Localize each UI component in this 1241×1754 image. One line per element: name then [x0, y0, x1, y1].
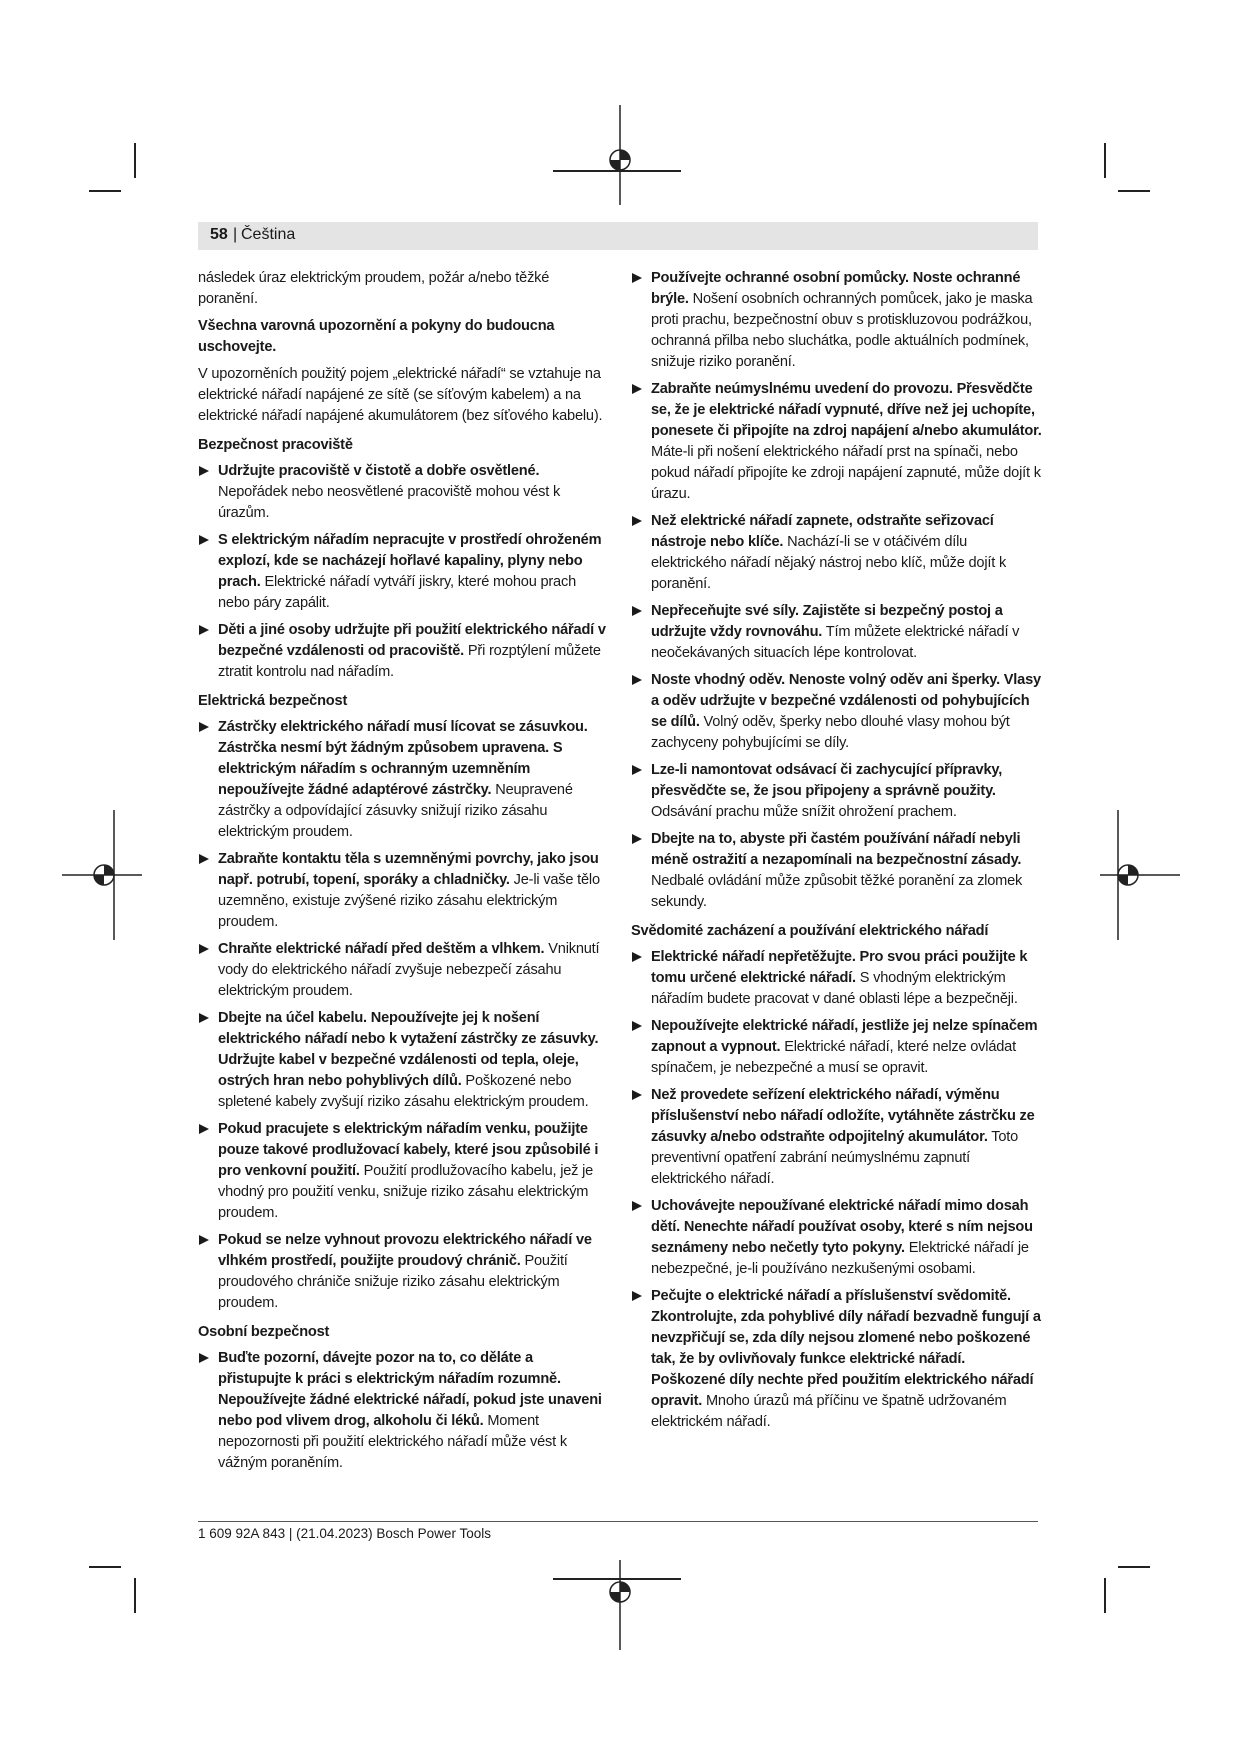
- list-item: [198, 1348, 606, 1474]
- section-heading: Bezpečnost pracoviště: [198, 437, 353, 453]
- item-text: Použití proudového chrániče snižuje riziko zásahu elektrickým proudem.: [218, 1253, 568, 1311]
- crop-mark: [134, 1578, 136, 1613]
- item-bold: Zabraňte kontaktu těla s uzemněnými povrchy, jako jsou např. potrubí, topení, sporáky a chladničky.: [218, 851, 599, 888]
- crop-mark: [89, 190, 121, 192]
- bullet-triangle-icon: [199, 944, 209, 954]
- list-item: [198, 530, 606, 614]
- crop-mark: [1104, 143, 1106, 178]
- item-text: Neupravené zástrčky a odpovídající zásuvky snižují riziko zásahu elektrickým proudem.: [218, 782, 573, 840]
- footer-divider: [198, 1521, 1038, 1522]
- crop-mark: [553, 1578, 681, 1580]
- list-item: [631, 1016, 1043, 1079]
- list-item: [198, 461, 606, 524]
- bullet-triangle-icon: [632, 834, 642, 844]
- bullet-triangle-icon: [632, 1090, 642, 1100]
- item-bold: Pokud pracujete s elektrickým nářadím venku, použijte pouze takové prodlužovací kabely, které jsou způsobilé i pro venkovní použití.: [218, 1121, 599, 1179]
- item-text: Nepořádek nebo neosvětlené pracoviště mohou vést k úrazům.: [218, 484, 561, 521]
- bullet-triangle-icon: [632, 952, 642, 962]
- bullet-triangle-icon: [199, 625, 209, 635]
- registration-mark-icon: [62, 810, 142, 940]
- bullet-triangle-icon: [632, 765, 642, 775]
- list-item: [198, 1230, 606, 1314]
- list-item: [631, 947, 1043, 1010]
- item-text: Při rozptýlení můžete ztratit kontrolu nad nářadím.: [218, 643, 601, 680]
- item-bold: Než provedete seřízení elektrického nářadí, výměnu příslušenství nebo nářadí odložíte, vytáhněte zástrčku ze zásuvky a/nebo odstraňte odpojitelný akumulátor.: [651, 1087, 1035, 1145]
- item-bold: Noste vhodný oděv. Nenoste volný oděv ani šperky. Vlasy a oděv udržujte v bezpečné vzdálenosti od pohybujících se dílů.: [651, 672, 1041, 730]
- item-bold: Pečujte o elektrické nářadí a příslušenství svědomitě. Zkontrolujte, zda pohyblivé díly nářadí bezvadně fungují a nevzpřičují se, zda díly nejsou zlomené nebo poškozené tak, že by ovlivňovaly funkce elektrické nářadí. Poškozené díly nechte před použitím elektrického nářadí opravit.: [651, 1288, 1041, 1409]
- item-text: Použití prodlužovacího kabelu, jež je vhodný pro použití venku, snižuje riziko zásahu elektrickým proudem.: [218, 1163, 594, 1221]
- item-bold: Buďte pozorní, dávejte pozor na to, co děláte a přistupujte k práci s elektrickým nářadím rozumně. Nepoužívejte žádné elektrické nářadí, pokud jste unaveni nebo pod vlivem drog, alkoholu či léků.: [218, 1350, 602, 1429]
- item-bold: Zabraňte neúmyslnému uvedení do provozu. Přesvědčte se, že je elektrické nářadí vypnuté, dříve než jej uchopíte, ponesete či připojíte na zdroj napájení a/nebo akumulátor.: [651, 381, 1042, 439]
- item-bold: Dbejte na to, abyste při častém používání nářadí nebyli méně ostražití a nezapomínali na bezpečnostní zásady.: [651, 831, 1022, 868]
- bullet-triangle-icon: [199, 854, 209, 864]
- item-bold: Pokud se nelze vyhnout provozu elektrického nářadí ve vlhkém prostředí, použijte proudový chránič.: [218, 1232, 592, 1269]
- list-item: [631, 1085, 1043, 1190]
- item-text: Nošení osobních ochranných pomůcek, jako je maska proti prachu, bezpečnostní obuv s protiskluzovou podrážkou, ochranná přilba nebo sluchátka, podle aktuálních podmínek, snižuje riziko poranění.: [651, 291, 1033, 370]
- item-bold: Děti a jiné osoby udržujte při použití elektrického nářadí v bezpečné vzdálenosti od pracoviště.: [218, 622, 606, 659]
- item-bold: Používejte ochranné osobní pomůcky. Noste ochranné brýle.: [651, 270, 1021, 307]
- bullet-triangle-icon: [632, 1021, 642, 1031]
- header-bar: [198, 222, 1038, 250]
- bullet-triangle-icon: [632, 273, 642, 283]
- list-item: [631, 760, 1043, 823]
- header-language: Čeština: [241, 226, 296, 243]
- item-bold: Nepřeceňujte své síly. Zajistěte si bezpečný postoj a udržujte vždy rovnováhu.: [651, 603, 1003, 640]
- item-bold: S elektrickým nářadím nepracujte v prostředí ohroženém explozí, kde se nacházejí hořlavé kapaliny, plyny nebo prach.: [218, 532, 602, 590]
- item-bold: Udržujte pracoviště v čistotě a dobře osvětlené.: [218, 463, 540, 479]
- bullet-triangle-icon: [199, 466, 209, 476]
- list-item: [631, 670, 1043, 754]
- bullet-triangle-icon: [199, 535, 209, 545]
- item-text: Nachází-li se v otáčivém dílu elektrického nářadí nějaký nástroj nebo klíč, může dojít k poranění.: [651, 534, 1007, 592]
- list-item: [631, 511, 1043, 595]
- crop-mark: [89, 1566, 121, 1568]
- term-definition: V upozorněních použitý pojem „elektrické nářadí“ se vztahuje na elektrické nářadí napájené ze sítě (se síťovým kabelem) a na elektrické nářadí napájené akumulátorem (bez síťového kabelu).: [198, 366, 603, 424]
- item-text: Odsávání prachu může snížit ohrožení prachem.: [651, 804, 957, 820]
- bullet-triangle-icon: [199, 1353, 209, 1363]
- list-item: [198, 849, 606, 933]
- registration-mark-icon: [600, 105, 640, 205]
- section-heading: Svědomité zacházení a používání elektrického nářadí: [631, 923, 989, 939]
- item-text: Volný oděv, šperky nebo dlouhé vlasy mohou být zachyceny pohybujícími se díly.: [651, 714, 1010, 751]
- item-text: Vniknutí vody do elektrického nářadí zvyšuje nebezpečí zásahu elektrickým proudem.: [218, 941, 600, 999]
- bullet-triangle-icon: [632, 606, 642, 616]
- item-text: Elektrické nářadí vytváří jiskry, které mohou prach nebo páry zapálit.: [218, 574, 576, 611]
- item-text: Poškozené nebo spletené kabely zvyšují riziko zásahu elektrickým proudem.: [218, 1073, 589, 1110]
- item-text: Je-li vaše tělo uzemněno, existuje zvýšené riziko zásahu elektrickým proudem.: [218, 872, 600, 930]
- item-text: Moment nepozornosti při použití elektrického nářadí může vést k vážným poraněním.: [218, 1413, 567, 1471]
- keep-instructions: Všechna varovná upozornění a pokyny do budoucna uschovejte.: [198, 318, 555, 355]
- list-item: [631, 1196, 1043, 1280]
- page-number: 58: [210, 226, 228, 243]
- crop-mark: [1118, 190, 1150, 192]
- item-bold: Nepoužívejte elektrické nářadí, jestliže jej nelze spínačem zapnout a vypnout.: [651, 1018, 1038, 1055]
- item-text: Elektrické nářadí, které nelze ovládat spínačem, je nebezpečné a musí se opravit.: [651, 1039, 1016, 1076]
- item-text: S vhodným elektrickým nářadím budete pracovat v dané oblasti lépe a bezpečněji.: [651, 970, 1018, 1007]
- list-item: [198, 1119, 606, 1224]
- section-heading: Osobní bezpečnost: [198, 1324, 330, 1340]
- item-bold: Chraňte elektrické nářadí před deštěm a vlhkem.: [218, 941, 545, 957]
- bullet-triangle-icon: [199, 722, 209, 732]
- item-bold: Uchovávejte nepoužívané elektrické nářadí mimo dosah dětí. Nenechte nářadí používat osoby, které s ním nejsou seznámeny nebo nečetly tyto pokyny.: [651, 1198, 1033, 1256]
- bullet-triangle-icon: [199, 1124, 209, 1134]
- list-item: [631, 601, 1043, 664]
- left-column: [198, 268, 606, 1480]
- bullet-triangle-icon: [199, 1013, 209, 1023]
- list-item: [198, 620, 606, 683]
- item-text: Máte-li při nošení elektrického nářadí prst na spínači, nebo pokud nářadí připojíte ke zdroji napájení zapnuté, může dojít k úrazu.: [651, 444, 1041, 502]
- crop-mark: [1104, 1578, 1106, 1613]
- footer-text: 1 609 92A 843 | (21.04.2023) Bosch Power Tools: [198, 1526, 491, 1541]
- item-bold: Zástrčky elektrického nářadí musí lícovat se zásuvkou. Zástrčka nesmí být žádným způsobem upravena. S elektrickým nářadím s ochranným uzemněním nepoužívejte žádné adaptérové zástrčky.: [218, 719, 588, 798]
- registration-mark-icon: [600, 1560, 640, 1650]
- item-bold: Než elektrické nářadí zapnete, odstraňte seřizovací nástroje nebo klíče.: [651, 513, 994, 550]
- item-text: Tím můžete elektrické nářadí v neočekávaných situacích lépe kontrolovat.: [651, 624, 1020, 661]
- registration-mark-icon: [1100, 810, 1180, 940]
- bullet-triangle-icon: [632, 1291, 642, 1301]
- right-column: [631, 268, 1043, 1439]
- list-item: [631, 268, 1043, 373]
- item-text: Elektrické nářadí je nebezpečné, je-li používáno nezkušenými osobami.: [651, 1240, 1029, 1277]
- list-item: [631, 1286, 1043, 1433]
- item-text: Mnoho úrazů má příčinu ve špatně udržovaném elektrickém nářadí.: [651, 1393, 1007, 1430]
- item-bold: Lze-li namontovat odsávací či zachycující přípravky, přesvědčte se, že jsou připojeny a správně použity.: [651, 762, 1003, 799]
- intro-text: následek úraz elektrickým proudem, požár a/nebo těžké poranění.: [198, 270, 550, 307]
- bullet-triangle-icon: [632, 516, 642, 526]
- bullet-triangle-icon: [199, 1235, 209, 1245]
- bullet-triangle-icon: [632, 384, 642, 394]
- item-bold: Elektrické nářadí nepřetěžujte. Pro svou práci použijte k tomu určené elektrické nářadí.: [651, 949, 1028, 986]
- list-item: [198, 1008, 606, 1113]
- crop-mark: [553, 170, 681, 172]
- section-heading: Elektrická bezpečnost: [198, 693, 348, 709]
- bullet-triangle-icon: [632, 675, 642, 685]
- list-item: [198, 717, 606, 843]
- crop-mark: [134, 143, 136, 178]
- header-separator: |: [233, 226, 238, 243]
- list-item: [198, 939, 606, 1002]
- item-text: Nedbalé ovládání může způsobit těžké poranění za zlomek sekundy.: [651, 873, 1023, 910]
- item-text: Toto preventivní opatření zabrání neúmyslnému zapnutí elektrického nářadí.: [651, 1129, 1019, 1187]
- crop-mark: [1118, 1566, 1150, 1568]
- bullet-triangle-icon: [632, 1201, 642, 1211]
- list-item: [631, 379, 1043, 505]
- item-bold: Dbejte na účel kabelu. Nepoužívejte jej k nošení elektrického nářadí nebo k vytažení zástrčky ze zásuvky. Udržujte kabel v bezpečné vzdálenosti od tepla, oleje, ostrých hran nebo pohyblivých dílů.: [218, 1010, 599, 1089]
- list-item: [631, 829, 1043, 913]
